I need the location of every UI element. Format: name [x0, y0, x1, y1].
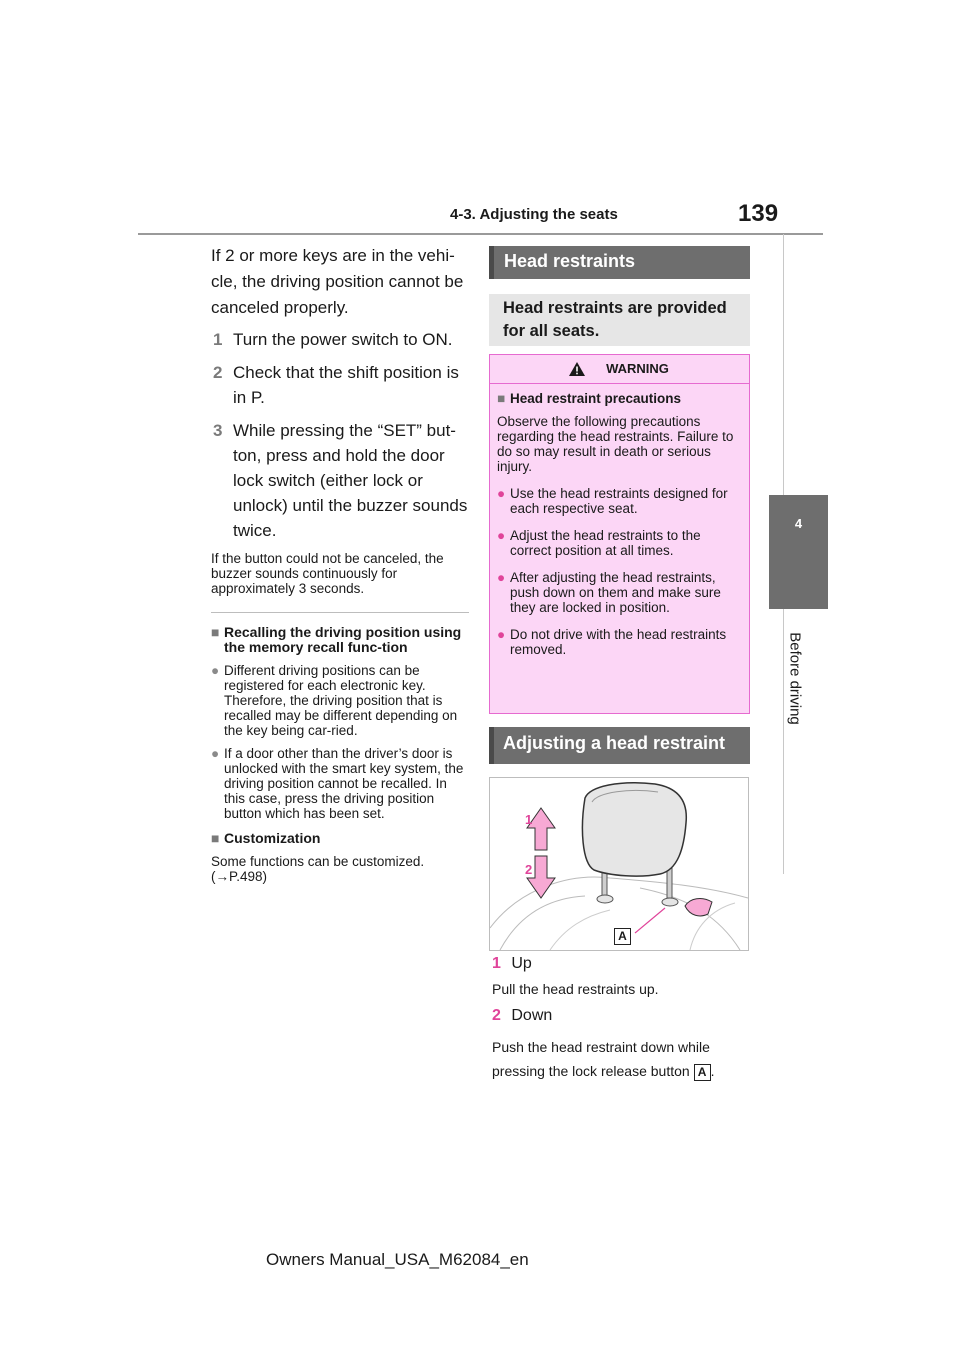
head-restraint-illustration [489, 777, 749, 951]
item-label: Down [511, 1007, 553, 1024]
warning-label: WARNING [606, 361, 669, 376]
round-bullet-icon: ● [211, 663, 220, 678]
figure-label-down: 2 [525, 862, 533, 877]
recall-heading-text: Recalling the driving position using the memory recall func-tion [224, 624, 462, 655]
chapter-label: Before driving [786, 632, 804, 725]
lock-release-button-ref: A [694, 1064, 711, 1081]
head-restraints-title: Head restraints [489, 246, 750, 279]
chapter-tab [769, 495, 828, 609]
head-restraints-summary: Head restraints are provided for all seats. [489, 294, 750, 346]
step-number: 1 [213, 330, 223, 349]
round-bullet-icon: ● [211, 746, 220, 761]
step-text: Check that the shift position is in P. [233, 363, 459, 407]
warning-bullet: ● After adjusting the head restraints, push down on them and make sure they are locked in position. [497, 570, 721, 615]
customization-heading-text: Customization [224, 830, 321, 846]
warning-box [489, 354, 750, 714]
step-item [211, 327, 469, 352]
item-description: Push the head restraint down while pressing the lock release button A . [492, 1039, 715, 1079]
footer-text: Owners Manual_USA_M62084_en [266, 1250, 529, 1269]
divider [211, 612, 469, 613]
square-bullet-icon: ■ [211, 830, 220, 846]
item-number: 2 [492, 1007, 501, 1024]
section-title: 4-3. Adjusting the seats [450, 206, 618, 223]
round-bullet-icon: ● [497, 627, 506, 642]
round-bullet-icon: ● [497, 486, 506, 501]
customization-heading [211, 831, 469, 846]
warning-bullet: ● Adjust the head restraints to the correct position at all times. [497, 528, 701, 558]
item-description: Pull the head restraints up. [492, 981, 659, 997]
item-number: 1 [492, 955, 501, 972]
warning-bullet: ● Do not drive with the head restraints removed. [497, 627, 727, 657]
warning-heading [497, 391, 739, 406]
title-bar-accent [489, 727, 494, 764]
page-number: 139 [738, 200, 779, 227]
cancel-note: If the button could not be canceled, the buzzer sounds continuously for approximately 3 seconds. [211, 551, 444, 596]
recall-bullet-text: Different driving positions can be registered for each electronic key. Therefore, the driving position that is recalled may be different depending on the key being car-ried. [224, 663, 458, 738]
item-down [492, 1007, 752, 1025]
page-reference-link[interactable]: P.498 [229, 869, 263, 884]
recall-bullet [211, 663, 469, 738]
left-column [211, 243, 469, 884]
warning-header [490, 355, 749, 384]
intro-paragraph: If 2 or more keys are in the vehi-cle, the driving position cannot be canceled properly. [211, 246, 464, 317]
warning-triangle-icon [568, 361, 586, 377]
warning-body [490, 384, 749, 657]
recall-heading [211, 625, 469, 655]
figure-label-lock-button: A [614, 928, 631, 945]
step-text: Turn the power switch to ON. [233, 330, 453, 349]
item-list [492, 955, 752, 1083]
step-item [211, 418, 469, 543]
arrow-icon: → [215, 869, 229, 884]
step-number: 2 [213, 363, 223, 382]
square-bullet-icon: ■ [211, 624, 220, 640]
round-bullet-icon: ● [497, 570, 506, 585]
header-rule [138, 233, 823, 235]
title-bar-accent [489, 246, 494, 279]
round-bullet-icon: ● [497, 528, 506, 543]
warning-heading-text: Head restraint precautions [510, 391, 682, 406]
step-item [211, 360, 469, 410]
adjust-title: Adjusting a head restraint [489, 727, 750, 764]
recall-bullet-text: If a door other than the driver’s door is unlocked with the smart key system, the driving position cannot be recalled. In this case, press the driving position button which has been set. [224, 746, 464, 821]
recall-bullet [211, 746, 469, 821]
figure-label-up: 1 [525, 812, 533, 827]
step-list [211, 327, 469, 543]
square-bullet-icon: ■ [497, 391, 506, 406]
customization-text: Some functions can be customized. (→P.498) [211, 854, 425, 884]
step-text: While pressing the “SET” but-ton, press and hold the door lock switch (either lock or unlock) until the buzzer sounds twice. [233, 421, 468, 540]
item-up [492, 955, 752, 973]
warning-intro: Observe the following precautions regarding the head restraints. Failure to do so may result in death or serious injury. [497, 414, 734, 474]
item-label: Up [511, 955, 532, 972]
chapter-number: 4 [794, 516, 803, 531]
step-number: 3 [213, 421, 223, 440]
warning-bullet: ● Use the head restraints designed for each respective seat. [497, 486, 728, 516]
